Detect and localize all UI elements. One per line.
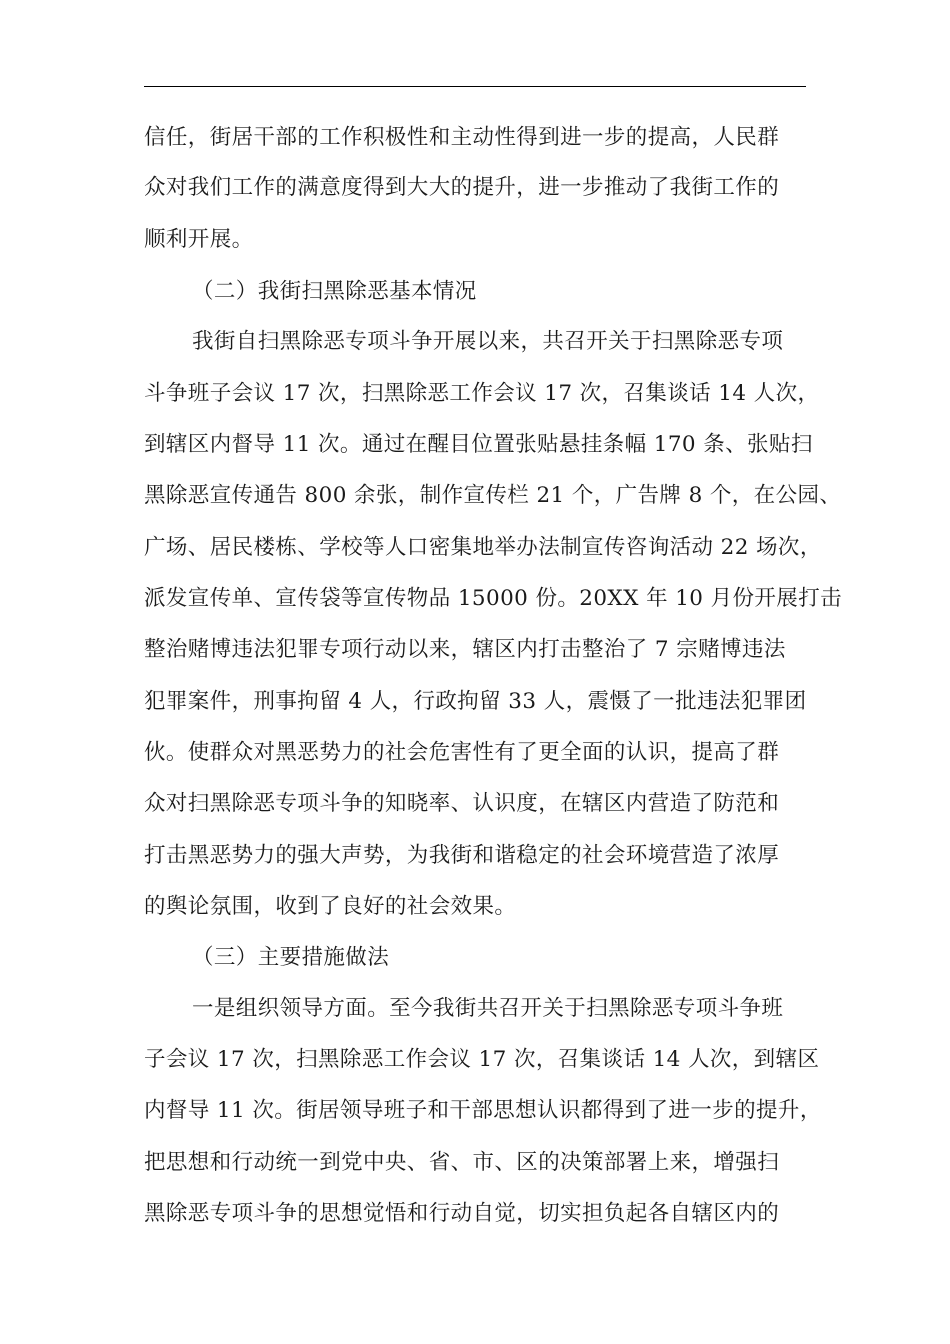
body-text-line: 派发宣传单、宣传袋等宣传物品 15000 份。20XX 年 10 月份开展打击 [144,586,842,611]
paragraph-first-line: 我街自扫黑除恶专项斗争开展以来，共召开关于扫黑除恶专项 [192,329,784,354]
paragraph-first-line: 一是组织领导方面。至今我街共召开关于扫黑除恶专项斗争班 [192,996,784,1021]
body-text-line: 把思想和行动统一到党中央、省、市、区的决策部署上来，增强扫 [144,1150,780,1175]
body-text-line: 斗争班子会议 17 次，扫黑除恶工作会议 17 次，召集谈话 14 人次， [144,381,820,406]
body-text-line: 内督导 11 次。街居领导班子和干部思想认识都得到了进一步的提升， [144,1098,822,1123]
body-text-line: 黑除恶宣传通告 800 余张，制作宣传栏 21 个，广告牌 8 个，在公园、 [144,483,842,508]
body-text-line: 伙。使群众对黑恶势力的社会危害性有了更全面的认识，提高了群 [144,740,780,765]
header-rule [144,86,806,87]
body-text-line: 信任，街居干部的工作积极性和主动性得到进一步的提高，人民群 [144,125,780,150]
body-text-line: 众对我们工作的满意度得到大大的提升，进一步推动了我街工作的 [144,175,780,200]
body-text-line: 顺利开展。 [144,227,254,252]
section-heading-2: （二）我街扫黑除恶基本情况 [192,279,477,304]
section-heading-3: （三）主要措施做法 [192,945,390,970]
body-text-line: 的舆论氛围，收到了良好的社会效果。 [144,894,517,919]
body-text-line: 众对扫黑除恶专项斗争的知晓率、认识度，在辖区内营造了防范和 [144,791,780,816]
body-text-line: 犯罪案件，刑事拘留 4 人，行政拘留 33 人，震慑了一批违法犯罪团 [144,689,807,714]
body-text-line: 子会议 17 次，扫黑除恶工作会议 17 次，召集谈话 14 人次，到辖区 [144,1047,820,1072]
body-text-line: 广场、居民楼栋、学校等人口密集地举办法制宣传咨询活动 22 场次， [144,535,822,560]
body-text-line: 整治赌博违法犯罪专项行动以来，辖区内打击整治了 7 宗赌博违法 [144,637,786,662]
body-text-line: 到辖区内督导 11 次。通过在醒目位置张贴悬挂条幅 170 条、张贴扫 [144,432,813,457]
body-text-line: 黑除恶专项斗争的思想觉悟和行动自觉，切实担负起各自辖区内的 [144,1201,780,1226]
body-text-line: 打击黑恶势力的强大声势，为我街和谐稳定的社会环境营造了浓厚 [144,843,780,868]
